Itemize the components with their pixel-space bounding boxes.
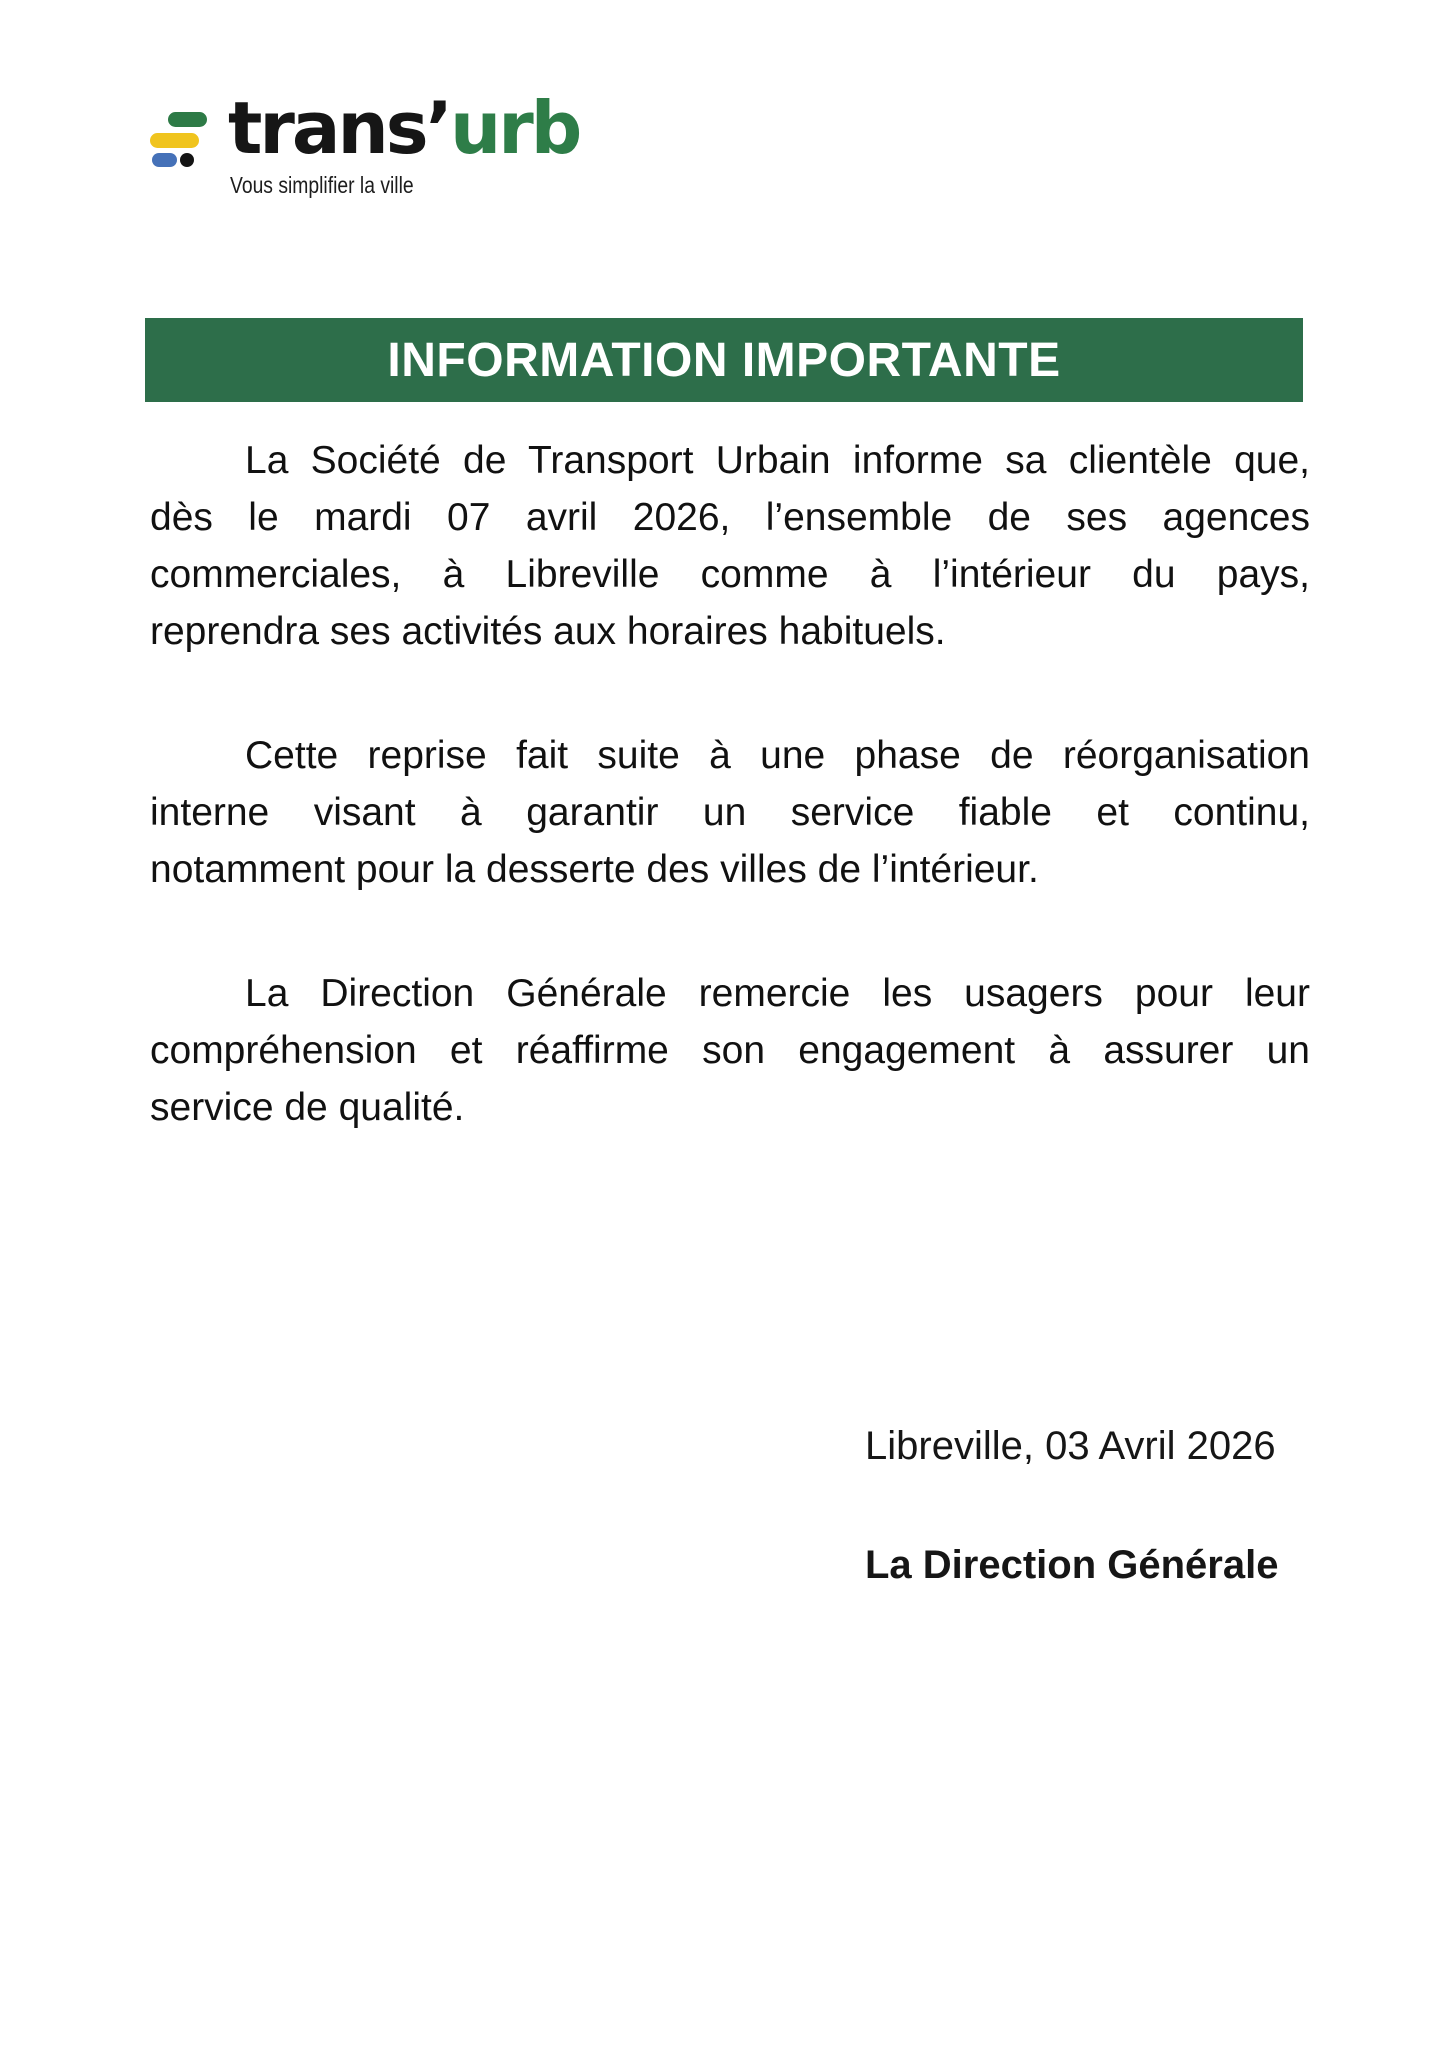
text-line: Cette reprise fait suite à une phase de réorganisation	[245, 734, 1310, 777]
text-line: compréhension et réaffirme son engagement à assurer un	[150, 1029, 1310, 1072]
logo-black-dot-icon	[180, 153, 194, 167]
logo-yellow-bar-icon	[150, 133, 199, 148]
paragraph-resumption-announcement	[150, 432, 1310, 660]
closing-block	[865, 1418, 1278, 1594]
text-line: interne visant à garantir un service fiable et continu,	[150, 791, 1310, 834]
text-line: dès le mardi 07 avril 2026, l’ensemble de ses agences	[150, 496, 1310, 539]
paragraph-thanks-commitment	[150, 965, 1310, 1136]
signature: La Direction Générale	[865, 1543, 1279, 1587]
notice-body	[150, 432, 1310, 1203]
text-line: notamment pour la desserte des villes de l’intérieur.	[150, 848, 1039, 891]
banner-title: INFORMATION IMPORTANTE	[387, 333, 1061, 387]
logo-tagline: Vous simplifier la ville	[230, 172, 414, 198]
important-information-banner	[145, 318, 1303, 402]
text-line: commerciales, à Libreville comme à l’intérieur du pays,	[150, 553, 1310, 596]
text-line: La Direction Générale remercie les usagers pour leur	[245, 972, 1310, 1015]
dateline: Libreville, 03 Avril 2026	[865, 1424, 1276, 1468]
transurb-logo-icon	[150, 110, 210, 170]
text-line: reprendra ses activités aux horaires habituels.	[150, 610, 946, 653]
paragraph-reorganization-context	[150, 727, 1310, 898]
logo-green-bar-icon	[168, 112, 207, 127]
logo-wordmark-urb: urb	[449, 86, 580, 170]
logo-wordmark-trans: trans’	[228, 86, 450, 170]
text-line: La Société de Transport Urbain informe sa clientèle que,	[245, 439, 1310, 482]
logo-wordmark	[228, 88, 579, 168]
logo-blue-bar-icon	[152, 153, 177, 167]
text-line: service de qualité.	[150, 1086, 465, 1129]
